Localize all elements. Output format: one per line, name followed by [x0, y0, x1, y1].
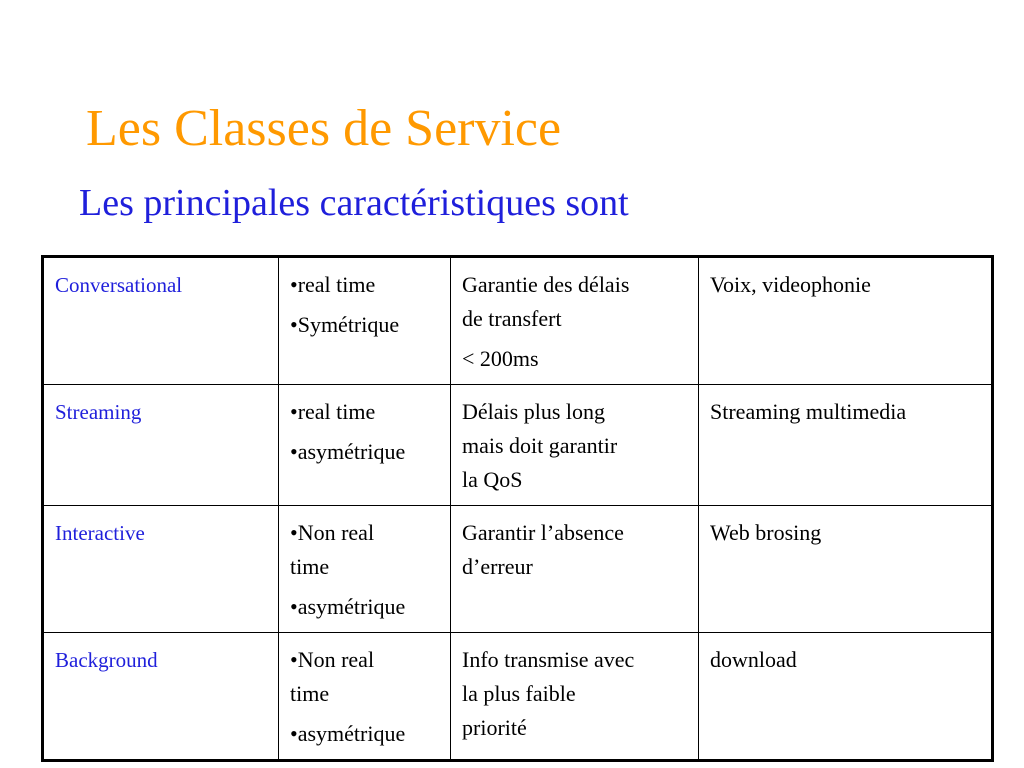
table-row — [43, 506, 993, 633]
slide-subtitle: Les principales caractéristiques sont — [79, 182, 629, 224]
property-item: •real time — [290, 272, 376, 297]
class-name: Interactive — [55, 521, 145, 545]
example-cell — [699, 633, 993, 761]
delay-cell — [451, 506, 699, 633]
delay-line: < 200ms — [462, 346, 539, 371]
example-text: Web brosing — [710, 520, 822, 545]
delay-line: mais doit garantir — [462, 433, 618, 458]
property-item: •asymétrique — [290, 721, 406, 746]
class-name-cell — [43, 633, 279, 761]
example-cell — [699, 506, 993, 633]
property-item: •asymétrique — [290, 439, 406, 464]
delay-line: Délais plus long — [462, 399, 605, 424]
table-row — [43, 257, 993, 385]
class-name: Background — [55, 648, 158, 672]
class-name: Conversational — [55, 273, 183, 297]
delay-line: la QoS — [462, 467, 523, 492]
properties-cell — [279, 633, 451, 761]
properties-cell — [279, 385, 451, 506]
slide-title: Les Classes de Service — [86, 100, 562, 157]
delay-cell — [451, 385, 699, 506]
delay-line: Garantir l’absence — [462, 520, 624, 545]
table-row — [43, 633, 993, 761]
delay-line: Info transmise avec — [462, 647, 635, 672]
property-item: •Non real — [290, 520, 375, 545]
delay-cell — [451, 257, 699, 385]
example-text: download — [710, 647, 797, 672]
property-item: time — [290, 681, 330, 706]
property-item: time — [290, 554, 330, 579]
class-name: Streaming — [55, 400, 142, 424]
class-name-cell — [43, 506, 279, 633]
delay-cell — [451, 633, 699, 761]
service-classes-table — [41, 255, 994, 762]
example-text: Streaming multimedia — [710, 399, 907, 424]
delay-line: la plus faible — [462, 681, 576, 706]
class-name-cell — [43, 385, 279, 506]
property-item: •Symétrique — [290, 312, 400, 337]
delay-line: Garantie des délais — [462, 272, 630, 297]
class-name-cell — [43, 257, 279, 385]
delay-line: priorité — [462, 715, 527, 740]
property-item: •asymétrique — [290, 594, 406, 619]
delay-line: de transfert — [462, 306, 562, 331]
example-cell — [699, 257, 993, 385]
property-item: •Non real — [290, 647, 375, 672]
example-text: Voix, videophonie — [710, 272, 871, 297]
table-row — [43, 385, 993, 506]
properties-cell — [279, 506, 451, 633]
property-item: •real time — [290, 399, 376, 424]
delay-line: d’erreur — [462, 554, 533, 579]
properties-cell — [279, 257, 451, 385]
example-cell — [699, 385, 993, 506]
